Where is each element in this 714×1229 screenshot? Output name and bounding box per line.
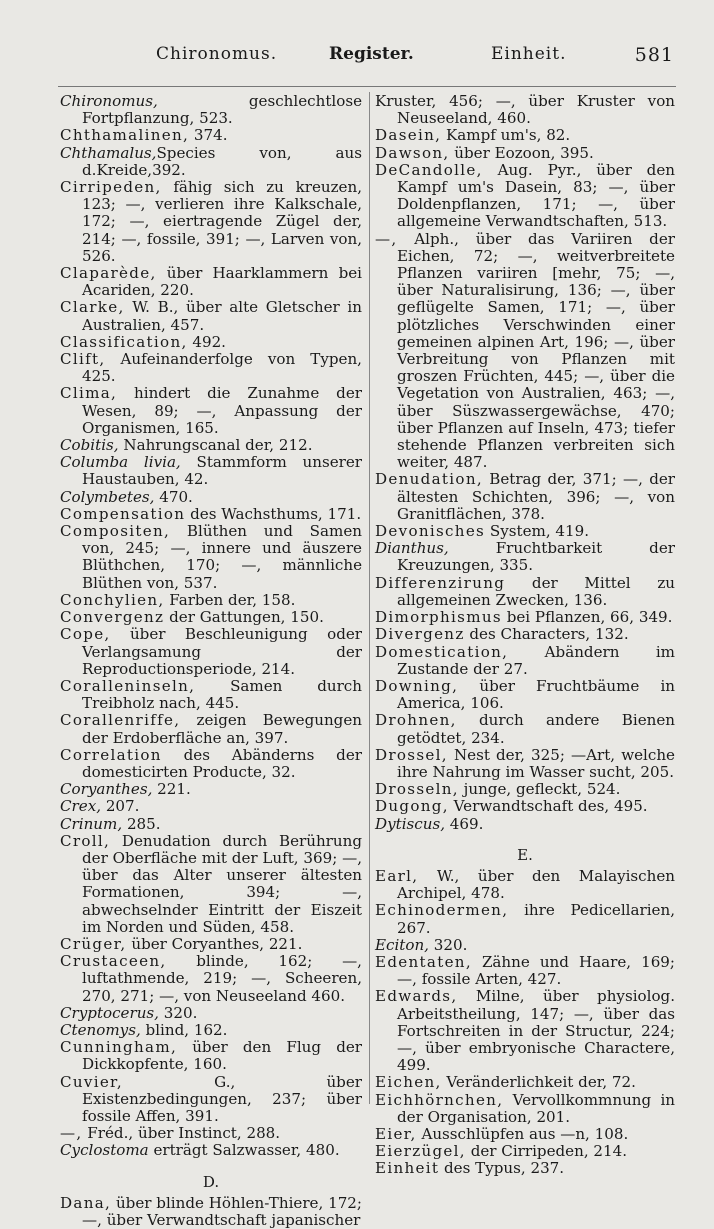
- index-entry: [60, 299, 362, 333]
- entry-text: der Cirripeden, 214.: [465, 1142, 628, 1161]
- entry-text: Vervollkommnung in der Organisation, 201.: [397, 1090, 675, 1126]
- index-entry: [60, 798, 362, 815]
- index-entry: [375, 1092, 675, 1126]
- entry-text: Zähne und Haare, 169; —, fossile Arten, 427.: [397, 952, 675, 989]
- index-entry: [375, 1074, 675, 1091]
- index-entry: [375, 575, 675, 609]
- section-heading: E.: [517, 845, 533, 864]
- index-entry: [375, 712, 675, 746]
- index-entry: [60, 93, 362, 127]
- index-entry: [375, 1143, 675, 1160]
- index-entry: [375, 816, 675, 833]
- entry-text: Kruster, 456; —, über Kruster von Neuseeland, 460.: [375, 92, 675, 128]
- index-entry: [375, 231, 675, 472]
- entry-term: Coryanthes,: [60, 780, 153, 799]
- entry-term: Corallenriffe,: [60, 711, 181, 730]
- entry-term: Dytiscus,: [375, 814, 445, 833]
- entry-text: des Wachsthums, 171.: [185, 504, 362, 523]
- entry-term: Edwards,: [375, 987, 458, 1006]
- index-entry: [60, 265, 362, 299]
- entry-text: 469.: [445, 814, 484, 833]
- entry-text: über blinde Höhlen-Thiere, 172; —, über Verwandtschaft japanischer: [82, 1193, 362, 1229]
- entry-text: 470.: [154, 487, 193, 506]
- entry-term: —,: [60, 1124, 83, 1143]
- entry-text: Verwandtschaft des, 495.: [448, 797, 648, 816]
- index-entry: [60, 1039, 362, 1073]
- entry-term: Cuvier,: [60, 1072, 124, 1091]
- index-entry: [375, 798, 675, 815]
- index-entry: [60, 592, 362, 609]
- entry-term: Earl,: [375, 866, 419, 885]
- entry-text: Nest der, 325; —Art, welche ihre Nahrung im Wasser sucht, 205.: [397, 745, 675, 781]
- index-entry: [375, 902, 675, 936]
- entry-text: des Characters, 132.: [464, 625, 629, 644]
- index-entry: [60, 437, 362, 454]
- entry-text: W. B., über alte Gletscher in Australien, 457.: [82, 298, 362, 334]
- entry-text: Abändern im Zustande der 27.: [397, 642, 675, 678]
- entry-term: Cobitis,: [60, 436, 119, 455]
- entry-term: Crustaceen,: [60, 952, 167, 971]
- entry-text: Nahrungscanal der, 212.: [118, 436, 313, 455]
- right-column: [375, 93, 675, 1178]
- index-entry: [60, 833, 362, 936]
- entry-text: W., über den Malayischen Archipel, 478.: [397, 866, 675, 903]
- entry-term: Eierzügel,: [375, 1142, 466, 1161]
- entry-text: Farben der, 158.: [164, 590, 296, 609]
- entry-text: 221.: [152, 780, 191, 799]
- entry-term: Clima,: [60, 384, 118, 403]
- entry-term: Eichen,: [375, 1073, 442, 1092]
- index-entry: [60, 351, 362, 385]
- left-column: [60, 93, 362, 1229]
- entry-text: Aufeinanderfolge von Typen, 425.: [82, 350, 362, 386]
- entry-text: Ausschlüpfen aus —n, 108.: [416, 1124, 629, 1143]
- entry-text: über Beschleunigung oder Verlangsamung der Reproductionsperiode, 214.: [82, 625, 362, 678]
- index-entry: [375, 471, 675, 523]
- entry-term: Crinum,: [60, 814, 123, 833]
- entry-term: Dana,: [60, 1193, 112, 1212]
- entry-term: Cryptocerus,: [60, 1003, 159, 1022]
- entry-text: hindert die Zunahme der Wesen, 89; —, Anpassung der Organismen, 165.: [82, 384, 362, 437]
- entry-term: Divergenz: [375, 625, 465, 644]
- index-entry: [375, 644, 675, 678]
- entry-term: Claparède,: [60, 264, 157, 283]
- entry-term: Clift,: [60, 350, 106, 369]
- entry-term: Chironomus,: [60, 92, 158, 110]
- index-entry: [60, 489, 362, 506]
- section-heading: D.: [202, 1172, 220, 1191]
- entry-text: erträgt Salzwasser, 480.: [148, 1141, 340, 1160]
- entry-term: Classification,: [60, 332, 188, 351]
- entry-term: Chthamalus,: [60, 143, 157, 162]
- entry-text: 207.: [101, 797, 140, 816]
- entry-text: geschlechtlose Fortpflanzung, 523.: [82, 92, 362, 128]
- index-entry: [375, 626, 675, 643]
- entry-text: 285.: [122, 814, 161, 833]
- index-entry: [375, 540, 675, 574]
- entry-text: G., über Existenzbedingungen, 237; über fossile Affen, 391.: [82, 1072, 362, 1125]
- entry-term: Compensation: [60, 504, 186, 523]
- entry-text: über den Flug der Dickkopfente, 160.: [82, 1038, 362, 1074]
- header-right: Einheit.: [491, 44, 567, 64]
- entry-text: 320.: [428, 935, 468, 954]
- entry-term: Dawson,: [375, 143, 450, 162]
- entry-term: Dugong,: [375, 797, 449, 816]
- entry-term: Ctenomys,: [60, 1020, 141, 1039]
- entry-term: Compositen,: [60, 522, 171, 541]
- entry-term: —,: [375, 229, 398, 248]
- index-entry: [60, 145, 362, 179]
- entry-term: Convergenz: [60, 608, 165, 627]
- entry-term: Drosseln,: [375, 780, 459, 799]
- entry-term: Einheit: [375, 1159, 440, 1178]
- entry-text: Kampf um's, 82.: [441, 126, 571, 145]
- entry-text: Milne, über physiolog. Arbeitstheilung, 147; —, über das Fortschreiten in der Structur, 224; —, über embryonische Charactere, 499.: [397, 987, 675, 1075]
- index-entry: [375, 988, 675, 1074]
- entry-text: junge, gefleckt, 524.: [458, 780, 621, 799]
- entry-term: Drohnen,: [375, 711, 457, 730]
- entry-term: Cyclostoma: [60, 1141, 149, 1160]
- index-entry: [60, 523, 362, 592]
- index-entry: [60, 334, 362, 351]
- index-entry: [375, 954, 675, 988]
- entry-term: Drossel,: [375, 745, 448, 764]
- entry-term: Edentaten,: [375, 952, 472, 971]
- entry-text: durch andere Bienen getödtet, 234.: [397, 711, 675, 747]
- entry-text: Blüthen und Samen von, 245; —, innere und äuszere Blüthchen, 170; —, männliche Blüthen von, 537.: [82, 522, 362, 592]
- entry-term: Croll,: [60, 831, 111, 850]
- entry-text: über Eozoon, 395.: [449, 143, 594, 162]
- entry-term: Domestication,: [375, 642, 509, 661]
- entry-term: Dasein,: [375, 126, 442, 145]
- entry-term: Cope,: [60, 625, 111, 644]
- entry-text: 320.: [158, 1003, 198, 1022]
- entry-term: Conchylien,: [60, 590, 165, 609]
- index-entry: [60, 678, 362, 712]
- index-entry: [60, 781, 362, 798]
- index-entry: [60, 816, 362, 833]
- entry-text: 492.: [187, 332, 226, 351]
- entry-text: über Coryanthes, 221.: [126, 934, 303, 953]
- entry-text: Denudation durch Berührung der Oberfläche mit der Luft, 369; —, über das Alter unserer ältesten Formationen, 394; —, abwechselnder Eintritt der Eiszeit im Norden und Süden, 458.: [82, 831, 362, 936]
- entry-text: Stammform unserer Haustauben, 42.: [82, 453, 363, 489]
- page-number: 581: [634, 44, 674, 66]
- entry-term: Echinodermen,: [375, 901, 509, 920]
- entry-term: Coralleninseln,: [60, 676, 196, 695]
- index-entry: [60, 626, 362, 678]
- entry-term: Eier,: [375, 1124, 417, 1143]
- entry-term: Dianthus,: [375, 539, 449, 558]
- entry-text: Species von, aus d.Kreide,392.: [82, 143, 362, 179]
- index-entry: [375, 937, 675, 954]
- entry-text: der Gattungen, 150.: [164, 608, 324, 627]
- index-entry: [60, 127, 362, 144]
- entry-text: über Haarklammern bei Acariden, 220.: [82, 264, 362, 300]
- entry-text: System, 419.: [485, 522, 590, 541]
- index-entry: [60, 936, 362, 953]
- entry-text: Veränderlichkeit der, 72.: [441, 1073, 636, 1092]
- entry-term: DeCandolle,: [375, 160, 483, 179]
- index-entry: [375, 609, 675, 626]
- entry-text: des Typus, 237.: [439, 1159, 565, 1178]
- entry-text: blinde, 162; —, luftathmende, 219; —, Scheeren, 270, 271; —, von Neuseeland 460.: [82, 952, 362, 1005]
- entry-text: 374.: [189, 126, 228, 145]
- entry-term: Eciton,: [375, 935, 429, 954]
- entry-term: Differenzirung: [375, 573, 506, 592]
- entry-text: der Mittel zu allgemeinen Zwecken, 136.: [397, 573, 675, 609]
- index-entry: [375, 1126, 675, 1143]
- index-entry: [60, 609, 362, 626]
- entry-term: Colymbetes,: [60, 487, 155, 506]
- entry-text: des Abänderns der domesticirten Producte, 32.: [82, 745, 362, 781]
- index-entry: [60, 385, 362, 437]
- index-entry: [60, 1022, 362, 1039]
- entry-term: Dimorphismus: [375, 608, 502, 627]
- index-entry: [60, 1005, 362, 1022]
- entry-term: Eichhörnchen,: [375, 1090, 504, 1109]
- entry-text: Fruchtbarkeit der Kreuzungen, 335.: [397, 539, 675, 575]
- entry-term: Crex,: [60, 797, 102, 816]
- entry-text: Alph., über das Variiren der Eichen, 72; —, weitverbreitete Pflanzen variiren [mehr, 75; —, über Naturalisirung, 136; —, über geflügelte Samen, 171; —, über plötzliches Verschwinden einer gemeinen alpinen Art, 196; —, über Verbreitung von Pflanzen mit groszen Früchten, 445; —, über die Vegetation von Australien, 463; —, über Süszwassergewächse, 470; über Pflanzen auf Inseln, 473; tiefer stehende Pflanzen verbreiten sich weiter, 487.: [397, 229, 675, 472]
- column-divider: [369, 92, 370, 1104]
- index-entry: [375, 145, 675, 162]
- entry-text: Betrag der, 371; —, der ältesten Schichten, 396; —, von Granitflächen, 378.: [397, 470, 675, 523]
- entry-text: über Fruchtbäume in America, 106.: [397, 676, 675, 713]
- index-entry: [60, 712, 362, 746]
- index-entry: [375, 1160, 675, 1177]
- index-entry: [60, 1074, 362, 1126]
- entry-term: Cirripeden,: [60, 178, 162, 197]
- header-left: Chironomus.: [156, 44, 278, 64]
- index-entry: [60, 179, 362, 265]
- entry-term: Cunningham,: [60, 1038, 178, 1057]
- entry-text: zeigen Bewegungen der Erdoberfläche an, 397.: [82, 711, 362, 747]
- index-entry: [60, 506, 362, 523]
- index-entry: [375, 781, 675, 798]
- index-entry: [375, 678, 675, 712]
- entry-term: Denudation,: [375, 470, 483, 489]
- entry-text: ihre Pedicellarien, 267.: [397, 901, 675, 937]
- index-entry: [60, 953, 362, 1005]
- index-entry: [375, 127, 675, 144]
- index-entry: [60, 454, 362, 488]
- entry-term: Clarke,: [60, 298, 125, 317]
- index-entry: [375, 747, 675, 781]
- index-entry: [60, 1142, 362, 1159]
- index-entry: [60, 1125, 362, 1142]
- entry-term: Correlation: [60, 745, 162, 764]
- index-entry: [375, 523, 675, 540]
- header-center: Register.: [329, 44, 414, 64]
- entry-term: Chthamalinen,: [60, 126, 190, 145]
- running-head: [58, 44, 674, 74]
- entry-text: Fréd., über Instinct, 288.: [82, 1124, 281, 1143]
- entry-term: Downing,: [375, 676, 459, 695]
- index-entry: [375, 868, 675, 902]
- header-rule: [58, 86, 676, 87]
- entry-term: Devonisches: [375, 522, 486, 541]
- entry-term: Crüger,: [60, 934, 127, 953]
- index-entry: [60, 747, 362, 781]
- entry-text: Aug. Pyr., über den Kampf um's Dasein, 83; —, über Doldenpflanzen, 171; —, über allgemeine Verwandtschaften, 513.: [397, 160, 675, 231]
- entry-text: fähig sich zu kreuzen, 123; —, verlieren ihre Kalkschale, 172; —, eiertragende Zügel der, 214; —, fossile, 391; —, Larven von, 526.: [82, 178, 362, 265]
- entry-text: bei Pflanzen, 66, 349.: [501, 608, 673, 627]
- entry-text: Samen durch Treibholz nach, 445.: [82, 676, 362, 713]
- index-entry: [375, 93, 675, 127]
- index-entry: [375, 162, 675, 231]
- entry-text: blind, 162.: [140, 1020, 228, 1039]
- entry-term: Columba livia,: [60, 453, 181, 472]
